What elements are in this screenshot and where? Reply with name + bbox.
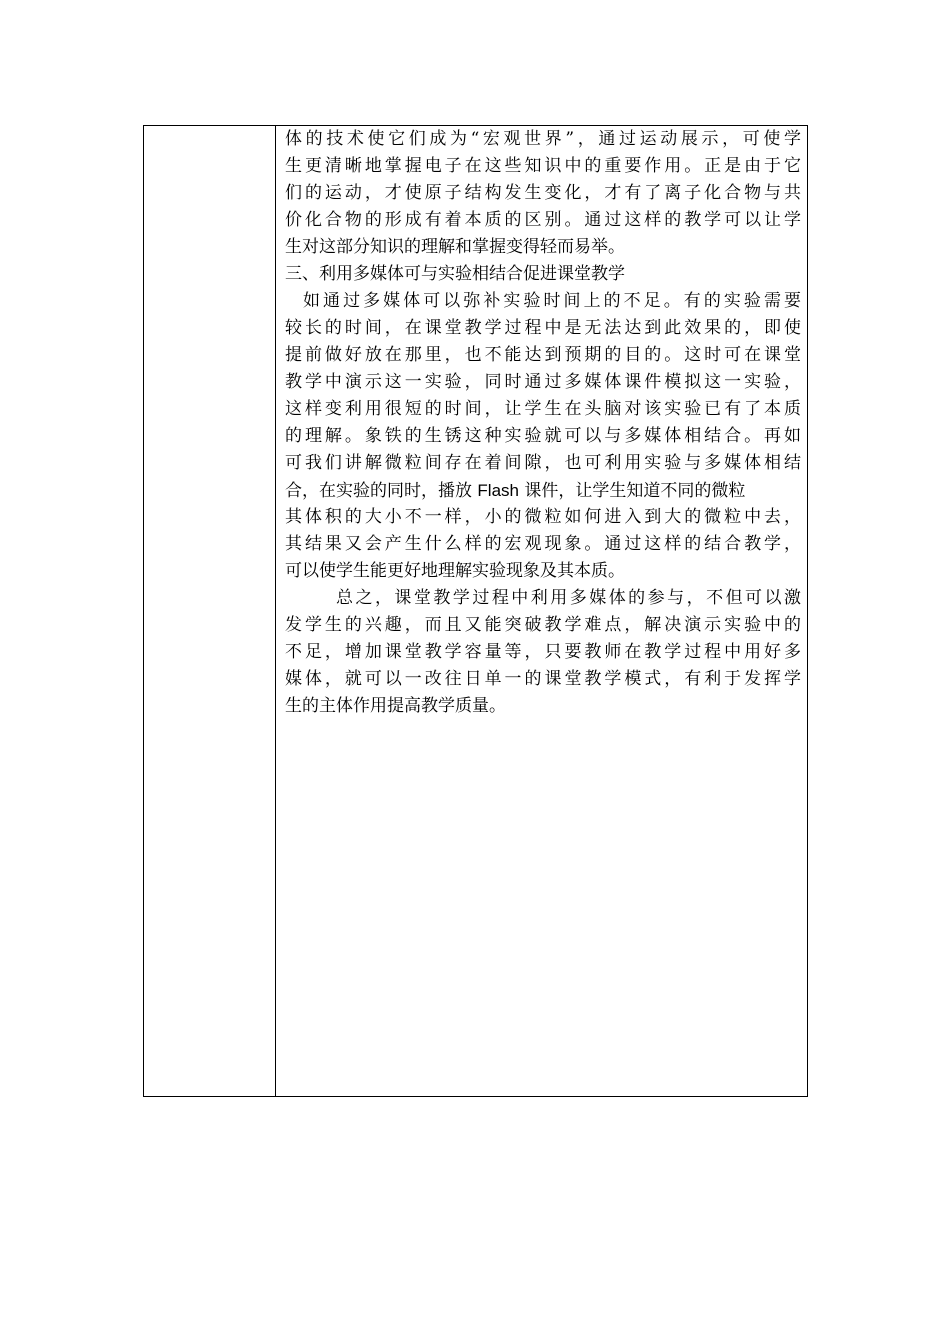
- text-line: 提前做好放在那里，也不能达到预期的目的。这时可在课堂: [285, 345, 801, 365]
- text-line: 教学中演示这一实验，同时通过多媒体课件模拟这一实验，: [285, 372, 801, 392]
- text-line: 如通过多媒体可以弥补实验时间上的不足。有的实验需要: [303, 291, 801, 311]
- text-line: 这样变利用很短的时间，让学生在头脑对该实验已有了本质: [285, 399, 801, 419]
- text-line: 的理解。象铁的生锈这种实验就可以与多媒体相结合。再如: [285, 426, 801, 446]
- text-line: 其体积的大小不一样，小的微粒如何进入到大的微粒中去，: [285, 507, 801, 527]
- text-segment: 课件，让学生知道不同的微粒: [518, 481, 746, 501]
- text-line-mixed: [285, 477, 801, 504]
- table-content-cell: [276, 126, 807, 1096]
- text-line: 发学生的兴趣，而且又能突破教学难点，解决演示实验中的: [285, 615, 801, 635]
- text-line: 其结果又会产生什么样的宏观现象。通过这样的结合教学，: [285, 534, 801, 554]
- text-line: 价化合物的形成有着本质的区别。通过这样的教学可以让学: [285, 210, 801, 230]
- text-line: 总之，课堂教学过程中利用多媒体的参与，不但可以激: [336, 588, 801, 608]
- text-line: 较长的时间，在课堂教学过程中是无法达到此效果的，即使: [285, 318, 801, 338]
- text-segment: 合，在实验的同时，播放: [285, 481, 478, 501]
- text-line: 们的运动，才使原子结构发生变化，才有了离子化合物与共: [285, 183, 801, 203]
- text-line: 可以使学生能更好地理解实验现象及其本质。: [285, 561, 625, 581]
- text-line: 生的主体作用提高教学质量。: [285, 696, 506, 716]
- text-line: 体的技术使它们成为“宏观世界”，通过运动展示，可使学: [285, 129, 801, 149]
- text-line: 可我们讲解微粒间存在着间隙，也可利用实验与多媒体相结: [285, 453, 801, 473]
- text-line: 媒体，就可以一改往日单一的课堂教学模式，有利于发挥学: [285, 669, 801, 689]
- section-heading: 三、利用多媒体可与实验相结合促进课堂教学: [285, 264, 625, 284]
- flash-term: Flash: [477, 481, 519, 500]
- text-line: 不足，增加课堂教学容量等，只要教师在教学过程中用好多: [285, 642, 801, 662]
- text-line: 生更清晰地掌握电子在这些知识中的重要作用。正是由于它: [285, 156, 801, 176]
- text-line: 生对这部分知识的理解和掌握变得轻而易举。: [285, 237, 625, 257]
- table-left-cell: [144, 126, 276, 1096]
- document-table: [143, 125, 808, 1097]
